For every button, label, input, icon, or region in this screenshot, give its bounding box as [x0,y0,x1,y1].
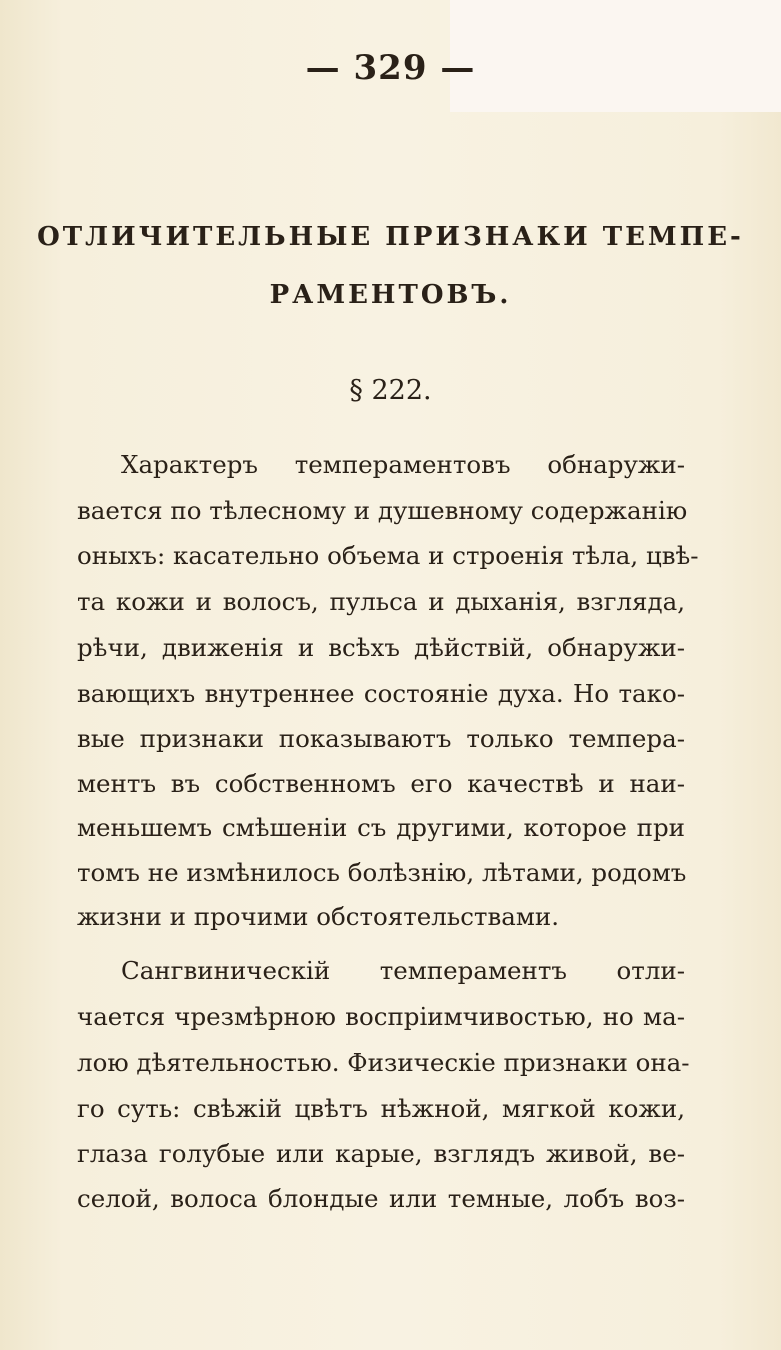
paragraph-2-line: лою дѣятельностью. Физическіе признаки она- [77,1048,690,1077]
paragraph-1-line: та кожи и волосъ, пульса и дыханія, взгляда, [77,587,685,616]
paragraph-2-line: селой, волоса блондые или темные, лобъ воз- [77,1184,685,1213]
paragraph-1-line: меньшемъ смѣшеніи съ другими, которое при [77,813,685,842]
page-number: — 329 — [305,48,476,88]
paragraph-2-line: глаза голубые или карые, взглядъ живой, ве- [77,1139,685,1168]
paragraph-1-line: вые признаки показываютъ только темпера- [77,724,685,753]
chapter-heading-line-2: РАМЕНТОВЪ. [269,280,512,310]
paragraph-1-line: Характеръ темпераментовъ обнаружи- [121,450,685,479]
paragraph-2-line: го суть: свѣжій цвѣтъ нѣжной, мягкой кожи, [77,1094,685,1123]
paragraph-1-line: жизни и прочими обстоятельствами. [77,902,560,931]
paragraph-1-line: ментъ въ собственномъ его качествѣ и наи- [77,769,685,798]
paragraph-2-line: Сангвиническій темпераментъ отли- [121,956,685,985]
paragraph-1-line: рѣчи, движенія и всѣхъ дѣйствій, обнаружи- [77,633,685,662]
paragraph-1-line: оныхъ: касательно объема и строенія тѣла, цвѣ- [77,541,699,570]
paragraph-1-line: вается по тѣлесному и душевному содержанію [77,496,688,525]
section-number: § 222. [349,375,432,406]
paragraph-2-line: чается чрезмѣрною воспріимчивостью, но ма- [77,1002,685,1031]
chapter-heading-line-1: ОТЛИЧИТЕЛЬНЫЕ ПРИЗНАКИ ТЕМПЕ- [37,222,744,252]
paragraph-1-line: томъ не измѣнилось болѣзнію, лѣтами, родомъ [77,858,687,887]
paragraph-1-line: вающихъ внутреннее состояніе духа. Но тако- [77,679,685,708]
